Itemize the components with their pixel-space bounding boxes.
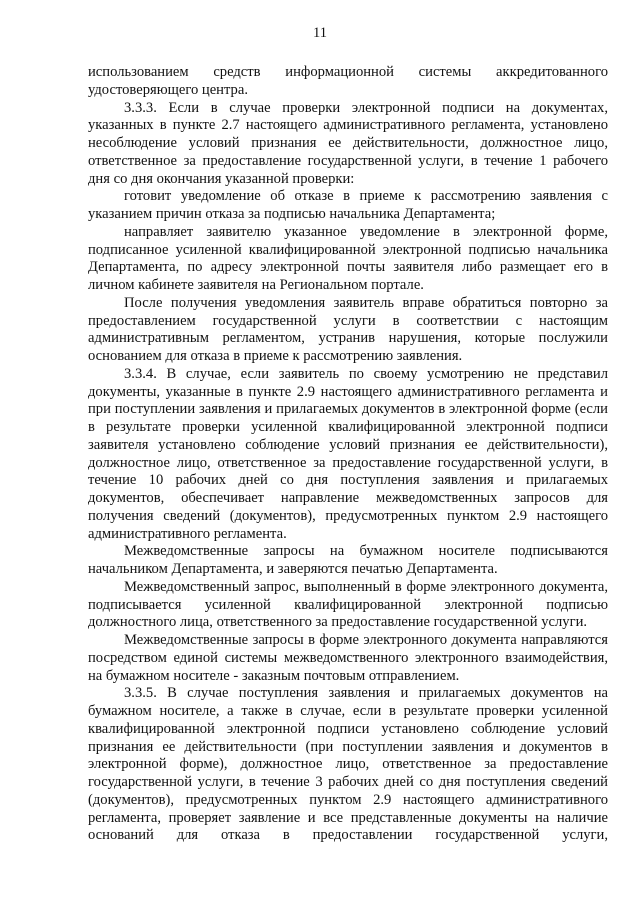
document-body <box>88 64 608 845</box>
paragraph-3-3-4: 3.3.4. В случае, если заявитель по своему усмотрению не представил документы, указанные в пункте 2.9 настоящего административного регламента и при поступлении заявления и прилагаемых документов в электронной форме (если в результате проверки усиленной квалифицированной электронной подписи заявителя установлено соблюдение условий признания ее действительности), должностное лицо, ответственное за предоставление государственной услуги, в течение 10 рабочих дней со дня поступления заявления и прилагаемых документов, обеспечивает направление межведомственных запросов для получения сведений (документов), предусмотренных пунктом 2.9 настоящего административного регламента. <box>88 365 608 542</box>
paragraph-sends-notice: направляет заявителю указанное уведомление в электронной форме, подписанное усиленной квалифицированной электронной подписью начальника Департамента, по адресу электронной почты заявителя либо размещает его в личном кабинете заявителя на Региональном портале. <box>88 223 608 293</box>
paragraph-prepares-notice: готовит уведомление об отказе в приеме к рассмотрению заявления с указанием причин отказа за подписью начальника Департамента; <box>88 188 608 222</box>
paragraph-3-3-5: 3.3.5. В случае поступления заявления и прилагаемых документов на бумажном носителе, а также в случае, если в результате проверки усиленной квалифицированной электронной подписи установлено соблюдение условий признания ее действительности (при поступлении заявления и документов в электронной форме), должностное лицо, ответственное за предоставление государственной услуги, в течение 3 рабочих дней со дня поступления сведений (документов), предусмотренных пунктом 2.9 настоящего административного регламента, проверяет заявление и все представленные документы на наличие оснований для отказа в предоставлении государственной услуги, <box>88 685 608 844</box>
page-number: 11 <box>313 25 327 41</box>
paragraph-continuation: использованием средств информационной системы аккредитованного удостоверяющего центра. <box>88 64 608 98</box>
paragraph-electronic-request: Межведомственный запрос, выполненный в форме электронного документа, подписывается усиленной квалифицированной электронной подписью должностного лица, ответственного за предоставление государственной услуги. <box>88 578 608 631</box>
paragraph-requests-delivery: Межведомственные запросы в форме электронного документа направляются посредством единой системы межведомственного электронного взаимодействия, на бумажном носителе - заказным почтовым отправлением. <box>88 632 608 684</box>
paragraph-after-notice: После получения уведомления заявитель вправе обратиться повторно за предоставлением государственной услуги в соответствии с настоящим административным регламентом, устранив нарушения, которые послужили основанием для отказа в приеме к рассмотрению заявления. <box>88 294 608 364</box>
paragraph-paper-requests: Межведомственные запросы на бумажном носителе подписываются начальником Департамента, и заверяются печатью Департамента. <box>88 543 608 577</box>
paragraph-3-3-3: 3.3.3. Если в случае проверки электронной подписи на документах, указанных в пункте 2.7 настоящего административного регламента, установлено несоблюдение условий признания ее действительности, должностное лицо, ответственное за предоставление государственной услуги, в течение 1 рабочего дня со дня окончания указанной проверки: <box>88 99 608 187</box>
